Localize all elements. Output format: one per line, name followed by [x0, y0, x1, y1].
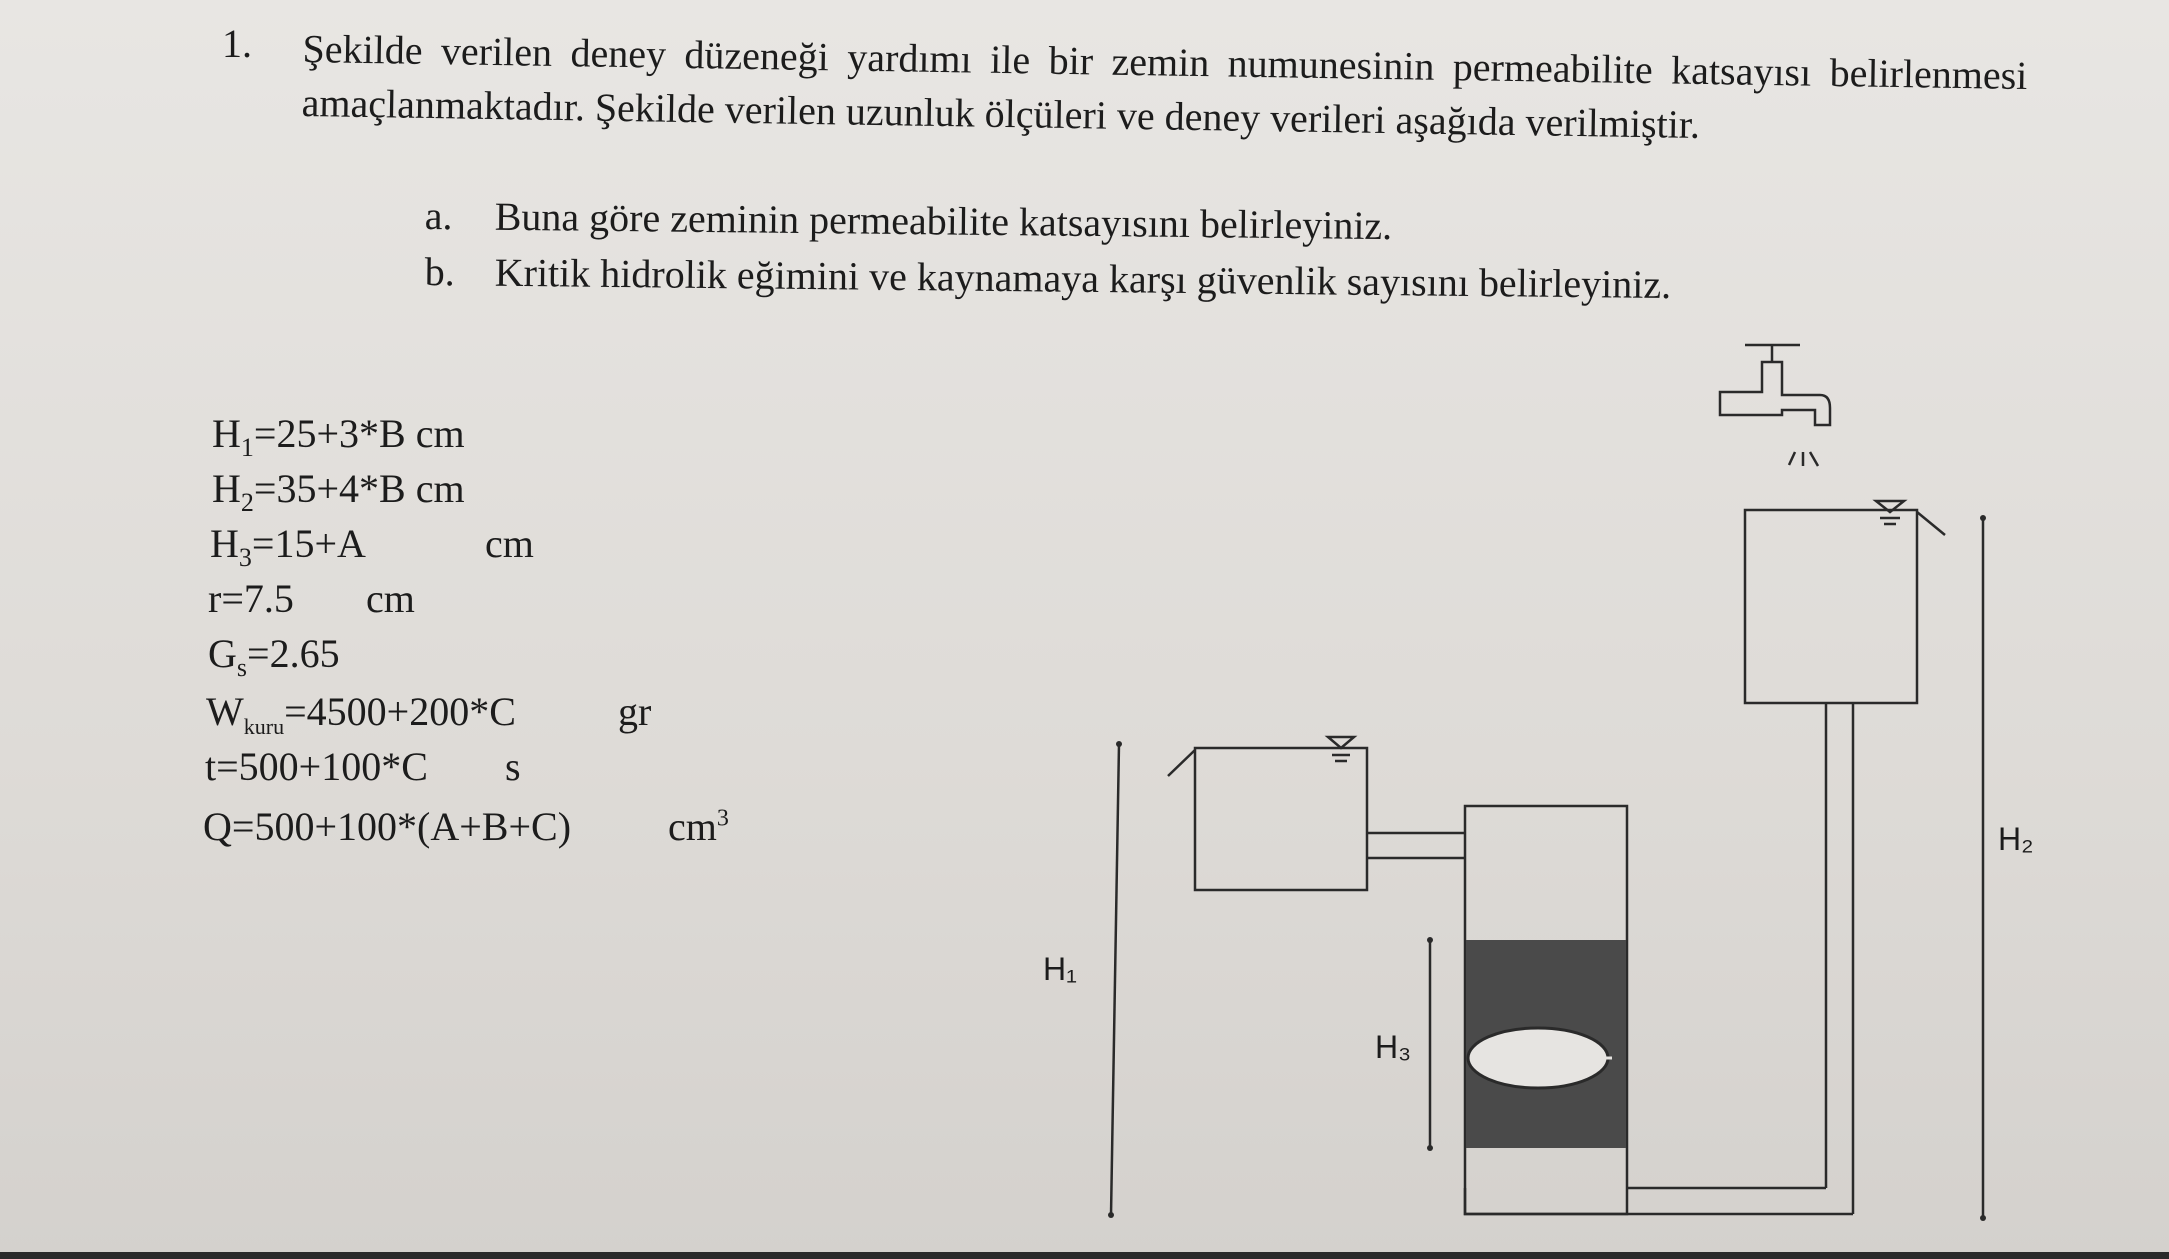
h1-dimension-line	[1111, 744, 1119, 1215]
t-expr: =500+100*C	[216, 744, 428, 789]
h2-expr: =35+4*B cm	[253, 466, 465, 511]
r-expr: =7.5	[221, 576, 294, 621]
r-symbol: r	[208, 576, 222, 621]
h1-label: H₁	[1043, 951, 1077, 987]
supply-pipe	[1826, 703, 1853, 1214]
lower-tank	[1195, 748, 1367, 890]
bottom-edge	[0, 1252, 2169, 1259]
w-unit: gr	[618, 689, 652, 734]
w-symbol: W	[206, 689, 244, 734]
outlet-pipe	[1367, 833, 1465, 858]
t-symbol: t	[205, 744, 217, 789]
part-b-text: Kritik hidrolik eğimini ve kaynamaya karşı güvenlik sayısını belirleyiniz.	[494, 249, 1672, 308]
h1-symbol: H	[212, 411, 241, 456]
upper-tank	[1745, 510, 1917, 703]
w-sub: kuru	[243, 714, 285, 739]
q-expr: =500+100*(A+B+C)	[231, 804, 572, 849]
gs-expr: =2.65	[247, 631, 340, 676]
h3-symbol: H	[210, 521, 239, 566]
upper-water-level-icon	[1876, 501, 1904, 524]
q-symbol: Q	[203, 804, 232, 849]
h3-sub: 3	[238, 543, 252, 572]
cylinder-base	[1465, 1188, 1853, 1214]
faucet-icon	[1720, 345, 1830, 466]
h3-label: H₃	[1375, 1029, 1412, 1065]
question-number: 1.	[222, 21, 252, 66]
h1-expr: =25+3*B cm	[253, 411, 465, 456]
q-unit-sup: 3	[716, 805, 729, 832]
lower-overflow	[1168, 750, 1195, 776]
t-unit: s	[505, 744, 521, 789]
upper-overflow	[1917, 512, 1945, 535]
h3-unit: cm	[485, 521, 534, 566]
h2-symbol: H	[212, 466, 241, 511]
h2-label: H₂	[1998, 821, 2034, 857]
gs-symbol: G	[208, 631, 237, 676]
part-a-label: a.	[424, 192, 453, 239]
r-unit: cm	[366, 576, 415, 621]
part-a-text: Buna göre zeminin permeabilite katsayısını belirleyiniz.	[494, 193, 1393, 249]
r-label: r	[1554, 1021, 1565, 1057]
h3-expr: =15+A	[251, 521, 366, 566]
gs-sub: s	[236, 653, 248, 682]
part-b-label: b.	[424, 248, 455, 295]
q-unit: cm	[668, 804, 717, 849]
question-text: Şekilde verilen deney düzeneği yardımı ile bir zemin numunesinin permeabilite katsayısı belirlenmesi amaçlanmaktadır. Şekilde verilen uzunluk ölçüleri ve deney verileri aşağıda verilmiştir.	[301, 25, 2028, 147]
h1-sub: 1	[240, 433, 254, 462]
w-expr: =4500+200*C	[284, 689, 516, 734]
h2-sub: 2	[240, 488, 254, 517]
